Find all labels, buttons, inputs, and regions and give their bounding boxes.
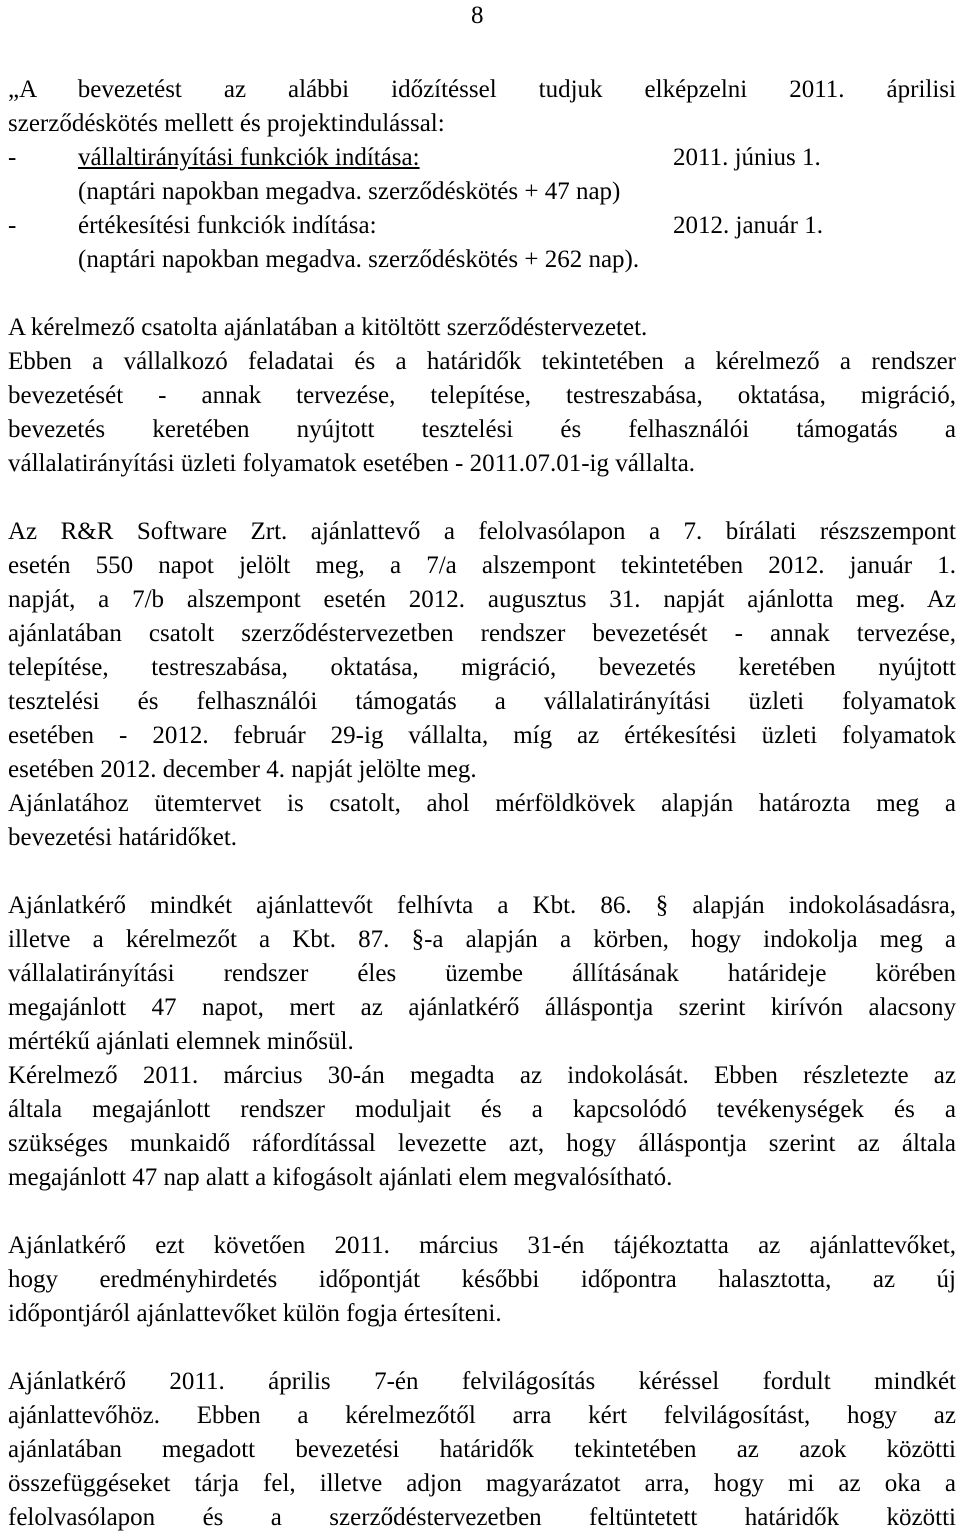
para-1-line-1: A kérelmező csatolta ajánlatában a kitöltött szerződéstervezetet. bbox=[8, 314, 648, 341]
para-3-line-9: megajánlott 47 nap alatt a kifogásolt ajánlati elem megvalósítható. bbox=[8, 1164, 673, 1191]
para-5-line-4: összefüggéseket tárja fel, illetve adjon magyarázatot arra, hogy mi az oka a bbox=[8, 1470, 956, 1497]
list-dash-2: - bbox=[8, 212, 17, 239]
para-5-line-1: Ajánlatkérő 2011. április 7-én felvilágosítás kéréssel fordult mindkét bbox=[8, 1368, 956, 1395]
para-2-line-3: napját, a 7/b alszempont esetén 2012. augusztus 31. napját ajánlotta meg. Az bbox=[8, 586, 956, 613]
para-3-line-2: illetve a kérelmezőt a Kbt. 87. §-a alapján a körben, hogy indokolja meg a bbox=[8, 926, 956, 953]
para-3-line-4: megajánlott 47 napot, mert az ajánlatkérő álláspontja szerint kirívón alacsony bbox=[8, 994, 956, 1021]
intro-line-1: „A bevezetést az alábbi időzítéssel tudjuk elképzelni 2011. áprilisi bbox=[8, 76, 956, 103]
para-3-line-3: vállalatirányítási rendszer éles üzembe állításának határideje körében bbox=[8, 960, 956, 987]
page-number: 8 bbox=[471, 2, 484, 29]
para-4-line-3: időpontjáról ajánlattevőket külön fogja értesíteni. bbox=[8, 1300, 502, 1327]
para-2-line-7: esetében - 2012. február 29-ig vállalta, míg az értékesítési üzleti folyamatok bbox=[8, 722, 956, 749]
list-item-2-date: 2012. január 1. bbox=[673, 212, 823, 239]
para-2-line-8: esetében 2012. december 4. napját jelölte meg. bbox=[8, 756, 477, 783]
para-2-line-4: ajánlatában csatolt szerződéstervezetben rendszer bevezetését - annak tervezése, bbox=[8, 620, 956, 647]
para-3-line-5: mértékű ajánlati elemnek minősül. bbox=[8, 1028, 354, 1055]
para-5-line-2: ajánlattevőhöz. Ebben a kérelmezőtől arra kért felvilágosítást, hogy az bbox=[8, 1402, 956, 1429]
list-item-2-note: (naptári napokban megadva. szerződéskötés + 262 nap). bbox=[78, 246, 640, 273]
para-3-line-1: Ajánlatkérő mindkét ajánlattevőt felhívta a Kbt. 86. § alapján indokolásadásra, bbox=[8, 892, 956, 919]
para-2-line-1: Az R&R Software Zrt. ajánlattevő a felolvasólapon a 7. bírálati részszempont bbox=[8, 518, 956, 545]
para-2-line-10: bevezetési határidőket. bbox=[8, 824, 238, 851]
para-2-line-2: esetén 550 napot jelölt meg, a 7/a alszempont tekintetében 2012. január 1. bbox=[8, 552, 956, 579]
list-item-1 bbox=[78, 141, 850, 175]
para-4-line-2: hogy eredményhirdetés időpontját későbbi időpontra halasztotta, az új bbox=[8, 1266, 956, 1293]
para-3-line-7: általa megajánlott rendszer moduljait és a kapcsolódó tevékenységek és a bbox=[8, 1096, 956, 1123]
para-4-line-1: Ajánlatkérő ezt követően 2011. március 31-én tájékoztatta az ajánlattevőket, bbox=[8, 1232, 956, 1259]
para-3-line-8: szükséges munkaidő ráfordítással levezette azt, hogy álláspontja szerint az általa bbox=[8, 1130, 956, 1157]
para-1-line-4: bevezetés keretében nyújtott tesztelési és felhasználói támogatás a bbox=[8, 416, 956, 443]
para-1-line-5: vállalatirányítási üzleti folyamatok esetében - 2011.07.01-ig vállalta. bbox=[8, 450, 696, 477]
para-3-line-6: Kérelmező 2011. március 30-án megadta az indokolását. Ebben részletezte az bbox=[8, 1062, 956, 1089]
list-item-1-note: (naptári napokban megadva. szerződéskötés + 47 nap) bbox=[78, 178, 621, 205]
intro-line-2: szerződéskötés mellett és projektindulással: bbox=[8, 110, 445, 137]
para-2-line-9: Ajánlatához ütemtervet is csatolt, ahol mérföldkövek alapján határozta meg a bbox=[8, 790, 956, 817]
para-1-line-2: Ebben a vállalkozó feladatai és a határidők tekintetében a kérelmező a rendszer bbox=[8, 348, 956, 375]
para-1-line-3: bevezetését - annak tervezése, telepítése, testreszabása, oktatása, migráció, bbox=[8, 382, 956, 409]
para-2-line-5: telepítése, testreszabása, oktatása, migráció, bevezetés keretében nyújtott bbox=[8, 654, 956, 681]
list-item-1-text: vállaltirányítási funkciók indítása: bbox=[78, 144, 420, 171]
para-5-line-3: ajánlatában megadott bevezetési határidők tekintetében az azok közötti bbox=[8, 1436, 956, 1463]
para-5-line-5: felolvasólapon és a szerződéstervezetben feltüntetett határidők közötti bbox=[8, 1504, 956, 1531]
para-2-line-6: tesztelési és felhasználói támogatás a vállalatirányítási üzleti folyamatok bbox=[8, 688, 956, 715]
list-dash-1: - bbox=[8, 144, 17, 171]
list-item-2-text: értékesítési funkciók indítása: bbox=[78, 212, 377, 239]
list-item-1-date: 2011. június 1. bbox=[673, 144, 821, 171]
